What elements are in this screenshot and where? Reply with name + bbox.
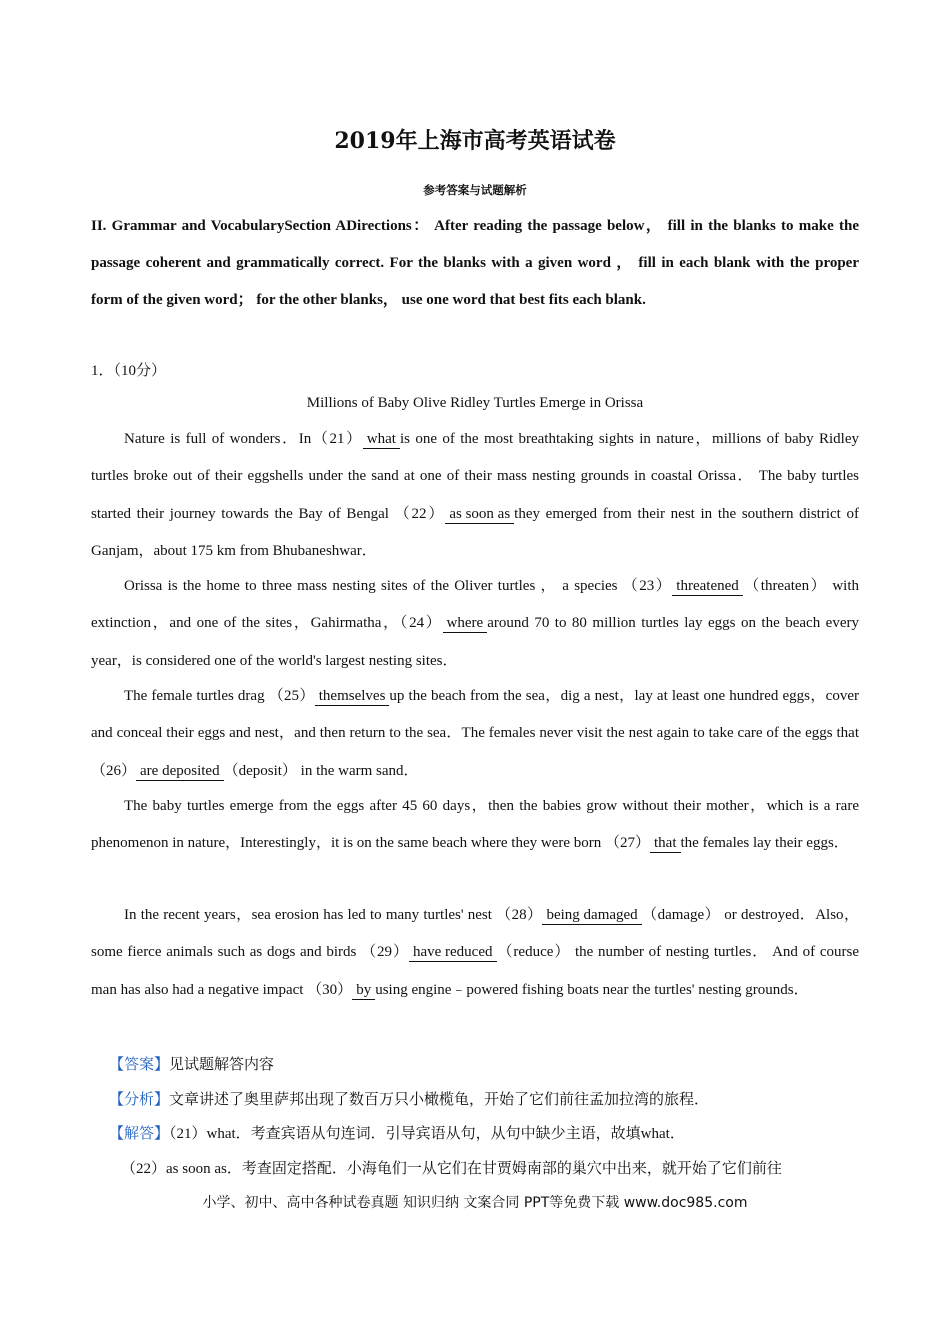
question-number: 1．（10分） [91,363,167,379]
answer-line: 【答案】见试题解答内容 [109,1057,275,1073]
blank-24: where [443,614,488,633]
page-subtitle: 参考答案与试题解析 [423,183,527,197]
solution-line: 【解答】（21）what．考查宾语从句连词．引导宾语从句，从句中缺少主语，故填what． [109,1126,685,1142]
analysis-line: 【分析】文章讲述了奥里萨邦出现了数百万只小橄榄龟，开始了它们前往孟加拉湾的旅程． [109,1092,710,1108]
blank-28: being damaged [542,906,641,925]
paragraph-5: In the recent years，sea erosion has led to many turtles' nest （28） being damaged （damage） or destroyed．Also，some fierce animals such as dogs and birds （29） have reduced （reduce） the number of nesting turtles． And of course man has also had a negative impact （30） by using engine﹣powered fishing boats near the turtles' nesting grounds． [91,907,859,998]
blank-30: by [352,981,375,1000]
analysis-tag: 【分析】 [109,1092,170,1108]
blank-27: that [650,834,681,853]
blank-26: are deposited [136,762,224,781]
blank-22: as soon as [445,505,514,524]
answer-tag: 【答案】 [109,1057,170,1073]
paragraph-4: The baby turtles emerge from the eggs after 45 60 days，then the babies grow without their mother，which is a rare phenomenon in nature，Interestingly，it is on the same beach where they were born （27） that the females lay their eggs． [91,798,859,852]
paragraph-1: Nature is full of wonders．In（21） what is one of the most breathtaking sights in nature，millions of baby Ridley turtles broke out of their eggshells under the sand at one of their mass nesting grounds in coastal Orissa． The baby turtles started their journey towards the Bay of Bengal （22） as soon as they emerged from their nest in the southern district of Ganjam，about 175 km from Bhubaneshwar． [91,431,859,559]
page-footer: 小学、初中、高中各种试卷真题 知识归纳 文案合同 PPT等免费下载 www.doc985.com [202,1195,748,1211]
page-title: 2019年上海市高考英语试卷 [334,128,616,154]
blank-25: themselves [315,687,390,706]
paragraph-3: The female turtles drag （25） themselves up the beach from the sea，dig a nest，lay at least one hundred eggs，cover and conceal their eggs and nest，and then return to the sea．The females never visit the nest again to take care of the eggs that （26） are deposited （deposit） in the warm sand． [91,688,859,779]
blank-21: what [363,430,400,449]
passage-title: Millions of Baby Olive Ridley Turtles Emerge in Orissa [306,395,644,411]
solution-tag: 【解答】 [109,1126,170,1142]
blank-23: threatened [672,577,742,596]
paragraph-2: Orissa is the home to three mass nesting sites of the Oliver turtles ， a species （23） threatened （threaten） with extinction，and one of the sites，Gahirmatha，（24） where around 70 to 80 million turtles lay eggs on the beach every year，is considered one of the world's largest nesting sites． [91,578,859,669]
blank-29: have reduced [409,943,497,962]
directions-text: II. Grammar and VocabularySection ADirections： After reading the passage below， fill in the blanks to make the passage coherent and grammatically correct. For the blanks with a given word ， fill in each blank with the proper form of the given word； for the other blanks， use one word that best fits each blank. [91,218,859,308]
solution-line-22: （22）as soon as．考查固定搭配．小海龟们一从它们在甘贾姆南部的巢穴中出来，就开始了它们前往 [121,1161,782,1177]
